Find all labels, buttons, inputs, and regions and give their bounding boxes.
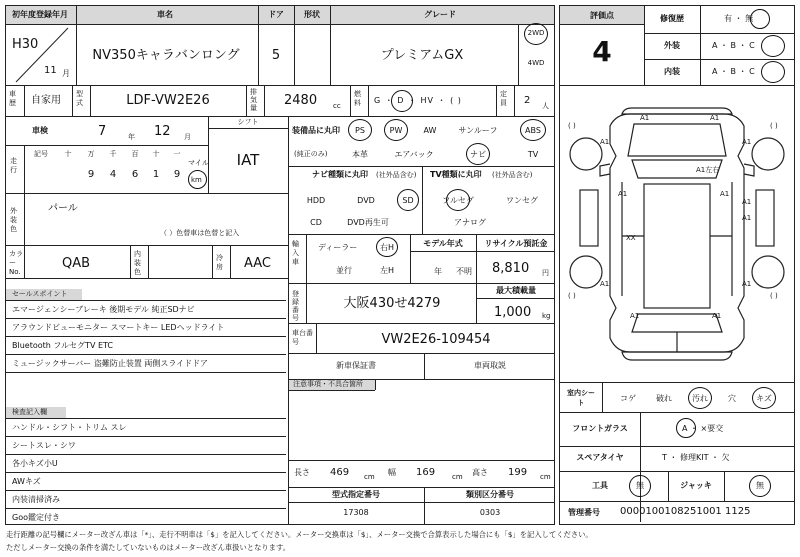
handle-circle	[376, 237, 398, 257]
handle-right: 右H	[380, 243, 395, 252]
diagram-mark-6: A1	[720, 190, 730, 198]
tv-analog: アナログ	[454, 218, 486, 227]
plate-value: 大阪430せ4279	[343, 296, 441, 311]
aircon-label: 冷房	[216, 254, 223, 271]
inspection-month: 12	[154, 124, 171, 139]
navi-sd: SD	[402, 196, 414, 205]
mileage-mile-label: マイル	[188, 159, 209, 167]
selling-point-1: エマージェンシーブレーキ 後期モデル 純正SDナビ	[12, 305, 195, 314]
spare-label: スペアタイヤ	[576, 453, 624, 462]
diagram-scale-4: ( )	[770, 292, 778, 300]
management-label: 管理番号	[568, 508, 600, 517]
diagram-mark-13: XX	[626, 234, 636, 242]
mileage-digit-1: 4	[109, 169, 117, 180]
inspector-label: 検査記入欄	[12, 408, 47, 416]
car-name: NV350キャラバンロング	[92, 48, 240, 63]
inspection-year-unit: 年	[128, 133, 135, 141]
warranty-label: 新車保証書	[336, 361, 376, 370]
width-label: 幅	[388, 468, 396, 477]
jack-label: ジャッキ	[680, 481, 712, 490]
equipment-label: 装備品に丸印	[292, 126, 340, 135]
pw-circle	[384, 119, 408, 141]
equip-tv: TV	[527, 150, 539, 159]
selling-points-label: セールスポイント	[12, 290, 68, 298]
exterior-color: パール	[48, 203, 78, 214]
model-label: 型式	[76, 90, 83, 107]
displacement-value: 2480	[284, 93, 318, 108]
navi-dvd-play: DVD再生可	[347, 218, 389, 227]
jack-circle	[749, 475, 771, 497]
first-reg-month-unit: 月	[62, 69, 70, 78]
tv-title: TV種類に丸印	[430, 170, 482, 179]
height-value: 199	[508, 467, 528, 478]
diagram-mark-14: A1左右	[696, 166, 720, 174]
footer-note-1: 走行距離の記号欄にメーター改ざん車は「*」、走行不明車は「$」を記入してください。メーター交換車は「$」、メーター交換で合算表示した場合にも「$」を記入してください。	[6, 530, 593, 539]
inspection-year: 7	[98, 124, 107, 139]
score-label: 評価点	[590, 11, 614, 20]
handle-left: 左H	[380, 266, 395, 275]
selling-point-4: ミュージックサーバー 盗難防止装置 両側スライドドア	[12, 359, 208, 368]
diagram-mark-12: A1	[712, 312, 722, 320]
import-label: 輸入車	[292, 240, 299, 266]
notes-label: 注意事項・不具合箇所	[293, 380, 363, 388]
interior-grade-label: 内装	[664, 67, 680, 76]
navi-title: ナビ種類に丸印	[312, 170, 368, 179]
mileage-unit-3: 百	[131, 150, 139, 158]
navi-circle	[466, 143, 490, 165]
manual-label: 車両取説	[474, 361, 506, 370]
equip-pw: PW	[389, 126, 403, 135]
grade-label: グレード	[424, 10, 456, 19]
import-parallel: 並行	[336, 266, 352, 275]
ps-circle	[348, 119, 372, 141]
model-year-value: 不明	[456, 267, 472, 276]
shape-label: 形状	[304, 10, 320, 19]
seat-opt-stain: 汚れ	[692, 394, 708, 403]
tools-label: 工具	[592, 481, 608, 490]
equip-navi: ナビ	[470, 150, 486, 159]
exterior-grade-options: A ・ B ・ C	[712, 41, 755, 50]
height-label: 高さ	[472, 468, 488, 477]
navi-cd: CD	[310, 218, 322, 227]
stain-circle	[688, 387, 712, 409]
drive-2wd: 2WD	[527, 29, 545, 37]
equip-aw: AW	[423, 126, 437, 135]
mileage-digit-3: 1	[152, 169, 160, 180]
seat-opt-burn: コゲ	[620, 394, 636, 403]
inspector-line-3: 各小キズ小U	[12, 459, 58, 468]
model-year-label: モデル年式	[423, 239, 463, 248]
mileage-unit-4: 十	[152, 150, 160, 158]
equip-leather: 本革	[352, 150, 368, 159]
aircon-value: AAC	[244, 256, 271, 271]
first-reg-month: 11	[44, 65, 57, 76]
selling-point-3: Bluetooth フルセグTV ETC	[12, 341, 114, 350]
diagram-mark-11: A1	[630, 312, 640, 320]
model-year-unit: 年	[434, 267, 442, 276]
type-no-label: 型式指定番号	[332, 490, 380, 499]
diagram-mark-2: A1	[710, 114, 720, 122]
equip-sunroof: サンルーフ	[458, 126, 498, 135]
maxload-unit: kg	[542, 312, 551, 320]
capacity-unit: 人	[542, 102, 549, 110]
tv-note: (社外品含む)	[492, 171, 533, 179]
mileage-unit-2: 千	[109, 150, 117, 158]
interior-color-label: 内装色	[134, 250, 141, 276]
inspector-line-4: AWキズ	[12, 477, 41, 486]
fuel-options: G ・ D ・ HV ・ ( )	[374, 96, 462, 105]
car-damage-diagram	[560, 86, 794, 382]
drive-4wd: 4WD	[527, 59, 545, 67]
fuel-label: 燃料	[354, 90, 361, 107]
repair-options: 有 ・ 無	[724, 14, 754, 23]
inspector-line-2: シートスレ・シワ	[12, 441, 76, 450]
navi-note: (社外品含む)	[376, 171, 417, 179]
glass-label: フロントガラス	[572, 424, 628, 433]
diagram-mark-9: A1	[600, 280, 610, 288]
mileage-mark-label: 記号	[34, 150, 48, 158]
equip-ps: PS	[355, 126, 365, 135]
seat-opt-tear: 破れ	[656, 394, 672, 403]
model-value: LDF-VW2E26	[126, 93, 210, 108]
exterior-grade-circle	[761, 35, 785, 57]
equip-airbag: エアバック	[394, 150, 434, 159]
fullseg-circle	[446, 189, 470, 211]
seat-opt-scratch: キズ	[756, 394, 772, 403]
tv-fullseg: フルセグ	[442, 196, 474, 205]
class-label: 車歴	[9, 90, 16, 107]
mileage-label: 走行	[10, 157, 17, 174]
mileage-digit-0: 9	[87, 169, 95, 180]
recycle-label: リサイクル預託金	[484, 239, 548, 248]
inspection-month-unit: 月	[184, 133, 191, 141]
displacement-label: 排気量	[250, 88, 257, 112]
import-dealer: ディーラー	[318, 243, 358, 252]
diagram-scale-3: ( )	[568, 292, 576, 300]
scratch-circle	[752, 387, 776, 409]
repair-circle	[750, 9, 770, 29]
capacity-label: 定員	[500, 90, 507, 107]
diagram-mark-8: A1	[742, 214, 752, 222]
tools-circle	[629, 475, 651, 497]
diagram-mark-5: A1	[618, 190, 628, 198]
mileage-digit-2: 6	[131, 169, 139, 180]
selling-point-2: アラウンドビューモニター スマートキー LEDヘッドライト	[12, 323, 225, 332]
diagram-mark-7: A1	[742, 198, 752, 206]
chassis-label: 車台番号	[292, 329, 313, 346]
car-name-label: 車名	[157, 10, 173, 19]
footer-note-2: ただしメーター交換の条件を満たしていないものはメーター改ざん車扱いとなります。	[6, 543, 290, 552]
shift-label: シフト	[237, 118, 259, 126]
sd-circle	[397, 189, 419, 211]
km-circle	[188, 170, 207, 189]
equip-abs: ABS	[525, 126, 541, 135]
navi-dvd: DVD	[357, 196, 375, 205]
type-no-value: 17308	[343, 508, 369, 517]
navi-hdd: HDD	[306, 196, 326, 205]
jack-value: 無	[756, 481, 764, 490]
drive-circle	[524, 23, 548, 45]
category-label: 類別区分番号	[466, 490, 514, 499]
shift-value: IAT	[236, 151, 260, 169]
mileage-unit-1: 万	[87, 150, 95, 158]
mileage-digit-4: 9	[173, 169, 181, 180]
width-value: 169	[416, 467, 436, 478]
doors-value: 5	[271, 48, 281, 63]
category-value: 0303	[479, 508, 501, 517]
inspector-line-1: ハンドル・シフト・トリム スレ	[12, 423, 127, 432]
diagram-scale-1: ( )	[568, 122, 576, 130]
glass-circle	[676, 418, 696, 438]
capacity-value: 2	[524, 95, 531, 106]
mileage-unit-0: 十	[64, 150, 72, 158]
spare-options: T ・ 修理KIT ・ 欠	[662, 453, 730, 462]
seat-opt-hole: 穴	[728, 394, 736, 403]
interior-grade-circle	[761, 61, 785, 83]
tv-oneseg: ワンセグ	[506, 196, 538, 205]
height-unit: cm	[540, 473, 551, 481]
grade-value: プレミアムGX	[380, 48, 464, 63]
inspection-label: 車検	[32, 126, 48, 135]
width-unit: cm	[452, 473, 463, 481]
chassis-value: VW2E26-109454	[381, 332, 491, 347]
recycle-unit: 円	[542, 269, 549, 277]
fuel-circle	[391, 90, 413, 112]
maxload-label: 最大積載量	[496, 286, 536, 295]
length-value: 469	[330, 467, 350, 478]
exterior-label: 外装色	[10, 207, 17, 233]
displacement-unit: cc	[333, 102, 341, 110]
plate-label: 登録番号	[292, 290, 299, 322]
equipment-sublabel: (純正のみ)	[294, 150, 328, 158]
exterior-grade-label: 外装	[664, 41, 680, 50]
inspector-line-6: Goo鑑定付き	[12, 513, 60, 522]
tools-value: 無	[636, 481, 644, 490]
seat-label: 室内シート	[567, 389, 595, 407]
length-label: 長さ	[294, 468, 310, 477]
inspector-line-5: 内装清掃済み	[12, 495, 60, 504]
diagram-mark-1: A1	[640, 114, 650, 122]
recycle-value: 8,810	[492, 261, 530, 276]
interior-grade-options: A ・ B ・ C	[712, 67, 755, 76]
mileage-unit-value: km	[191, 176, 202, 184]
length-unit: cm	[364, 473, 375, 481]
repair-label: 修復歴	[660, 14, 684, 23]
door-label: ドア	[268, 10, 284, 19]
first-reg-label: 初年度登録年月	[12, 10, 68, 19]
class-value: 自家用	[31, 95, 61, 106]
management-number: 0000100108251001 1125	[620, 506, 751, 517]
color-no-value: QAB	[62, 256, 91, 271]
diagram-mark-4: A1	[742, 138, 752, 146]
abs-circle	[520, 119, 546, 141]
glass-options: A ・ ×要交	[682, 424, 724, 433]
color-no-label: カラーNo.	[9, 250, 23, 276]
mileage-unit-5: 一	[173, 150, 181, 158]
exterior-note: （ ）色替車は色替と記入	[160, 229, 240, 237]
maxload-value: 1,000	[494, 305, 532, 320]
diagram-scale-2: ( )	[770, 122, 778, 130]
diagram-mark-3: A1	[600, 138, 610, 146]
score-value: 4	[592, 35, 612, 68]
first-reg-year: H30	[12, 37, 39, 52]
diagram-mark-10: A1	[742, 280, 752, 288]
